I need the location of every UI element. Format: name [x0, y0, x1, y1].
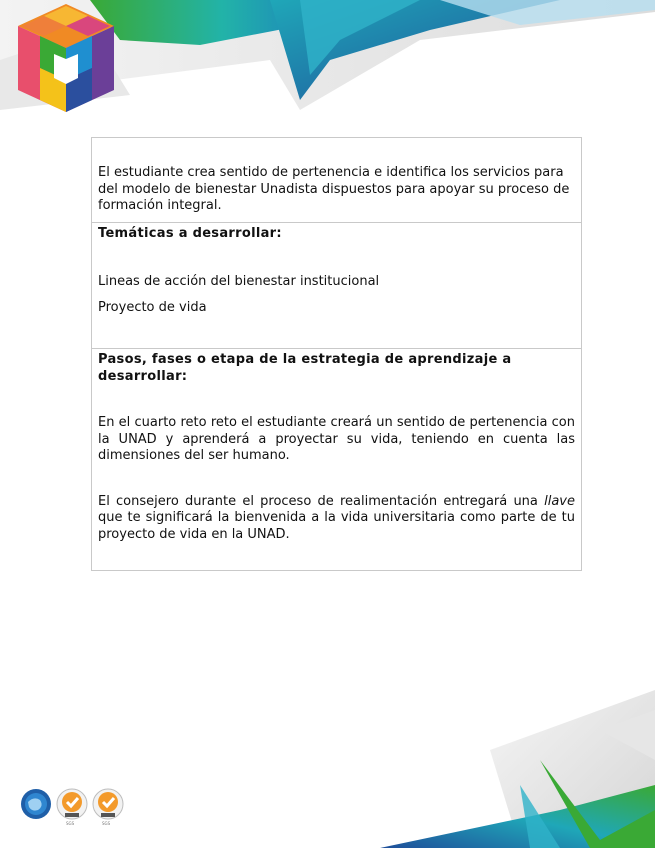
steps-paragraph-key [98, 494, 575, 544]
topics-cell [92, 223, 581, 349]
objective-text: El estudiante crea sentido de pertenencia e identifica los servicios para del modelo de bienestar Unadista dispuestos para apoyar su proceso de formación integral. [98, 165, 570, 213]
cert-caption: SGS [66, 821, 75, 826]
cert-caption: SGS [102, 821, 111, 826]
sgs-seal-icon [92, 788, 124, 820]
unad-cube-logo [14, 4, 118, 114]
content-table [91, 137, 582, 571]
topic-item: Lineas de acción del bienestar institucional [98, 273, 380, 289]
objective-cell [92, 138, 581, 223]
steps-paragraph-text: que te significará la bienvenida a la vida universitaria como parte de tu proyecto de vida en la UNAD. [98, 510, 575, 542]
steps-cell [92, 349, 581, 570]
sgs-seal-icon [56, 788, 88, 820]
globe-seal-icon [20, 788, 52, 820]
steps-paragraph: En el cuarto reto reto el estudiante creará un sentido de pertenencia con la UNAD y aprenderá a proyectar su vida, teniendo en cuenta las dimensiones del ser humano. [98, 415, 575, 463]
steps-heading: Pasos, fases o etapa de la estrategia de aprendizaje a desarrollar: [98, 352, 512, 384]
steps-paragraph-italic-word: llave [544, 493, 575, 509]
topic-item: Proyecto de vida [98, 300, 207, 315]
steps-paragraph-text: El consejero durante el proceso de realimentación entregará una [98, 493, 545, 509]
certification-logos [20, 788, 130, 828]
topics-heading: Temáticas a desarrollar: [98, 226, 282, 241]
